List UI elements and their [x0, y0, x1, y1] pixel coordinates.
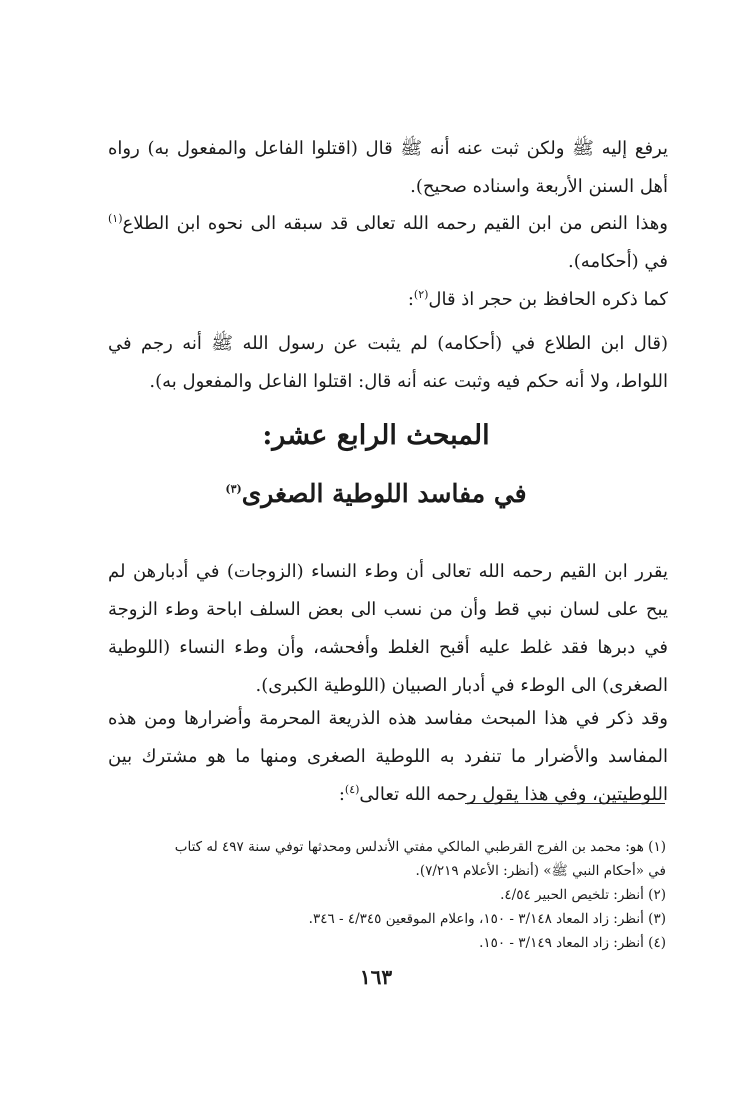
- footnote-ref-4[interactable]: (٤): [344, 783, 360, 796]
- paragraph-text: وهذا النص من ابن القيم رحمه الله تعالى قد سبقه الى نحوه ابن الطلاع: [122, 213, 668, 234]
- paragraph-hadith-ruling: يرفع إليه ﷺ ولكن ثبت عنه أنه ﷺ قال (اقتلوا الفاعل والمفعول به) رواه أهل السنن الأربعة واسناده صحيح).: [108, 138, 668, 197]
- paragraph-ibn-alqayyim: يقرر ابن القيم رحمه الله تعالى أن وطء النساء (الزوجات) في أدبارهن لم يبح على لسان نبي قط وأن من نسب الى بعض السلف اباحة وطء الزوجة في دبرها فقد غلط عليه أقبح الغلط وأفحشه، وأن وطء النساء (اللوطية الصغرى) الى الوطء في أدبار الصبيان (اللوطية الكبرى).: [108, 561, 668, 696]
- section-subtitle: [90, 474, 662, 514]
- footnote-item: (٢) أنظر: تلخيص الحبير ٤/٥٤.: [500, 887, 666, 903]
- subtitle-text: في مفاسد اللوطية الصغرى: [241, 479, 527, 508]
- footnote-ref-3[interactable]: (٣): [225, 482, 242, 496]
- section-title: المبحث الرابع عشر:: [262, 420, 490, 451]
- footnote-ref-2[interactable]: (٢): [413, 288, 429, 301]
- paragraph-quote: (قال ابن الطلاع في (أحكامه) لم يثبت عن رسول الله ﷺ أنه رجم في اللواط، ولا أنه حكم فيه وثبت عنه أنه قال: اقتلوا الفاعل والمفعول به).: [108, 333, 668, 392]
- paragraph-ibn-hajar: [108, 281, 668, 319]
- paragraph-text: في (أحكامه).: [568, 251, 668, 272]
- paragraph-text: :: [407, 289, 414, 310]
- footnote-divider: [465, 803, 665, 804]
- footnote-item: (١) هو: محمد بن الفرج القرطبي المالكي مفتي الأندلس ومحدثها توفي سنة ٤٩٧ له كتاب في «أحكام النبي ﷺ» (أنظر: الأعلام ٧/٢١٩).: [174, 839, 666, 879]
- footnotes-list: [170, 835, 666, 955]
- footnote-ref-1[interactable]: (١): [108, 212, 123, 225]
- footnote-item: (٤) أنظر: زاد المعاد ٣/١٤٩ - ١٥٠.: [479, 935, 666, 951]
- paragraph-ibn-altalla: [108, 205, 668, 281]
- page-number: ١٦٣: [359, 965, 393, 989]
- footnote-item: (٣) أنظر: زاد المعاد ٣/١٤٨ - ١٥٠، واعلام الموقعين ٤/٣٤٥ - ٣٤٦.: [308, 911, 666, 927]
- paragraph-harms: [108, 700, 668, 814]
- paragraph-text: كما ذكره الحافظ بن حجر اذ قال: [428, 289, 668, 310]
- paragraph-text: :: [338, 784, 345, 805]
- paragraph-text: وقد ذكر في هذا المبحث مفاسد هذه الذريعة المحرمة وأضرارها ومن هذه المفاسد والأضرار ما تنفرد به اللوطية الصغرى ومنها ما هو مشترك بين اللوطيتين، وفي هذا يقول رحمه الله تعالى: [108, 708, 668, 805]
